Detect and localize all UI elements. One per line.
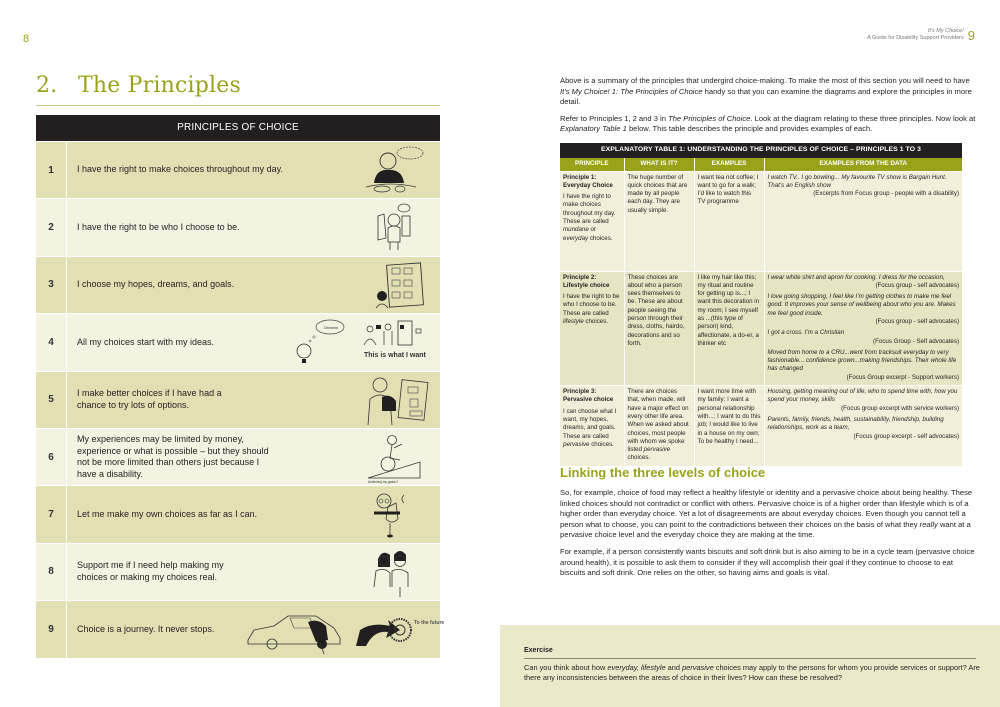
row-number: 1 bbox=[36, 142, 67, 198]
principle-cell: Principle 1: Everyday Choice I have the right to make choices throughout my day. These are called mundane or everyday choices. bbox=[560, 171, 624, 271]
principle-cell: Principle 3: Pervasive choice I can choose what I want, my hopes, dreams, and goals. These are called pervasive choices. bbox=[560, 386, 624, 466]
table-row bbox=[560, 171, 962, 271]
what-cell: The huge number of quick choices that are made by all people each day. They are usually simple. bbox=[624, 171, 694, 271]
row-text: I have the right to make choices throughout my day. bbox=[77, 164, 283, 175]
data-cell: I watch TV.. I go bowling... My favourite TV show is Bargain Hunt. That’s an English show (Excerpts from Focus group - people with a disability) bbox=[764, 171, 962, 271]
page-number-right: 9 bbox=[967, 28, 975, 43]
table-row bbox=[36, 141, 440, 198]
principle-cell: Principle 2: Lifestyle choice I have the right to be who I choose to be. These are called lifestyle choices. bbox=[560, 271, 624, 386]
intro-paragraph-1: Above is a summary of the principles that undergird choice-making. To make the most of this section you will need to have It’s My Choice! 1: The Principles of Choice handy so that you can examine the diagrams and explore the principles in more detail. bbox=[560, 76, 972, 106]
person-dreaming-icon bbox=[292, 317, 432, 369]
column-header-examples: EXAMPLES bbox=[694, 158, 764, 171]
table-row bbox=[560, 386, 962, 466]
table-row bbox=[36, 600, 445, 657]
row-number: 9 bbox=[36, 601, 67, 657]
examples-cell: I want more time with my family; I want a personal relationship with...; I want to do this job; I would like to live in a house on my own; To be healthy I need... bbox=[694, 386, 764, 466]
row-number: 6 bbox=[36, 429, 67, 485]
series-title: It's My Choice! bbox=[927, 28, 964, 34]
examples-cell: I want tea not coffee; I want to go for a walk; I’d like to watch this TV programme bbox=[694, 171, 764, 271]
row-number: 7 bbox=[36, 486, 67, 542]
exercise-divider bbox=[524, 658, 976, 659]
exercise-box bbox=[500, 625, 1000, 707]
row-text: I make better choices if I have had a chance to try lots of options. bbox=[77, 388, 222, 410]
examples-cell: I like my hair like this; my ritual and routine for getting up is...; I want this decoration in my room; I see myself as ...(this type of person) kind, affectionate, a do-er, a thinker etc bbox=[694, 271, 764, 386]
principles-of-choice-table bbox=[36, 115, 445, 658]
table-row bbox=[560, 271, 962, 386]
intro-text bbox=[560, 76, 980, 141]
explanatory-table bbox=[560, 143, 962, 466]
table-row bbox=[36, 198, 440, 255]
column-header-principle: PRINCIPLE bbox=[560, 158, 624, 171]
row-text: I have the right to be who I choose to be. bbox=[77, 221, 240, 232]
exercise-title: Exercise bbox=[524, 647, 553, 654]
row-number: 3 bbox=[36, 257, 67, 313]
future-caption: To the future bbox=[414, 620, 445, 627]
row-text: Support me if I need help making my choices or making my choices real. bbox=[77, 560, 224, 582]
dream-caption: This is what I want bbox=[364, 352, 426, 360]
table-row bbox=[36, 543, 440, 600]
row-text: My experiences may be limited by money, experience or what is possible – but they should not be more limited than others just because I have a disability. bbox=[77, 434, 269, 479]
series-subtitle: A Guide for Disability Support Providers bbox=[867, 35, 964, 41]
person-raising-hand-icon bbox=[360, 489, 432, 541]
person-thinking-at-table-icon bbox=[360, 145, 432, 195]
row-number: 8 bbox=[36, 544, 67, 600]
data-cell: I wear white shirt and apron for cooking. I dress for the occasion, (Focus group - self advocates) I love going shopping, I feel like I’m getting clothes to make me feel good. It improves your sense of wellbeing about who you are. Makes me feel good inside. (Focus group - self advocates) I got a cross. I’m a Christian (Focus Group - Self advocates) Moved from home to a CRU...went from tracksuit everyday to very fashionable... confidence grown...making friendships. Their whole life has changed (Focus Group excerpt - Support workers) bbox=[764, 271, 962, 386]
page-title bbox=[36, 73, 241, 98]
two-people-supporting-icon bbox=[360, 547, 432, 599]
table-header: PRINCIPLES OF CHOICE bbox=[36, 115, 440, 141]
linking-paragraph-2: For example, if a person consistently wants biscuits and soft drink but is also aiming to be in a cycle team (pervasive choice around health), it is possible to ask them to consider if they will accomplish their goal if they continue to choose to eat biscuits and soft drink. One relies on the other, so having aims and goals is vital. bbox=[560, 546, 975, 578]
column-header-data: EXAMPLES FROM THE DATA bbox=[764, 158, 962, 171]
explanatory-table-caption: EXPLANATORY TABLE 1: UNDERSTANDING THE PRINCIPLES OF CHOICE – PRINCIPLES 1 TO 3 bbox=[560, 143, 962, 158]
row-text: I choose my hopes, dreams, and goals. bbox=[77, 279, 235, 290]
table-row bbox=[36, 371, 440, 428]
row-text: All my choices start with my ideas. bbox=[77, 336, 215, 347]
linking-paragraph-1: So, for example, choice of food may reflect a healthy lifestyle or identity and a pervasive choice about being healthy. These linked choices should not contradict or conflict with others. Pervasive choice is of a higher order than lifestyle which is of a higher order than everyday choice. Yet a lot of disagreements are about everyday choices. Even though you cannot tell a person what to choose, you can point to the contradictions between their choices on the basis of what they really want at a pervasive choice level and the everyday choice they are making at the time. bbox=[560, 488, 973, 540]
intro-paragraph-2: Refer to Principles 1, 2 and 3 in The Principles of Choice. Look at the diagram relating to these three principles. Now look at Explanatory Table 1 below. This table describes the principle and provides examples of each. bbox=[560, 113, 976, 133]
row-number: 2 bbox=[36, 199, 67, 255]
section-title-text: The Principles bbox=[78, 73, 241, 98]
column-header-what: WHAT IS IT? bbox=[624, 158, 694, 171]
section-number: 2. bbox=[36, 73, 58, 98]
title-divider bbox=[36, 105, 440, 106]
people-at-options-board-icon bbox=[360, 375, 432, 427]
wheelchair-up-ramp-icon bbox=[360, 432, 432, 484]
table-row bbox=[36, 313, 440, 370]
data-cell: Housing, getting meaning out of life, who to spend time with, how you spend your money, skills (Focus group excerpt with service workers) Parents, family, friends, health, sustainability, friendship, building relationships, work as a team, (Focus group excerpt - self advocates) bbox=[764, 386, 962, 466]
row-number: 4 bbox=[36, 314, 67, 370]
person-choosing-clothes-icon bbox=[360, 202, 432, 252]
table-row bbox=[36, 428, 440, 485]
table-row bbox=[36, 256, 440, 313]
ramp-caption: Achieving my goals !! bbox=[368, 479, 399, 484]
linking-section-body bbox=[560, 488, 980, 585]
row-text: Choice is a journey. It never stops. bbox=[77, 623, 215, 634]
table-row bbox=[36, 485, 440, 542]
exercise-body: Can you think about how everyday, lifestyle and pervasive choices may apply to the persons for whom you provide services or support? Are there any inconsistencies between the areas of choice in their lives? How can these be resolved? bbox=[524, 663, 980, 682]
row-number: 5 bbox=[36, 372, 67, 428]
what-cell: These choices are about who a person sees themselves to be. These are about people seeing the person through their dress, cloths, hairdo, decorations and so forth. bbox=[624, 271, 694, 386]
running-header bbox=[867, 28, 975, 42]
dream-bubble-label: Dreams bbox=[324, 325, 339, 331]
linking-section-title: Linking the three levels of choice bbox=[560, 465, 766, 480]
car-and-arrow-to-future-icon bbox=[244, 604, 445, 656]
page-number-left: 8 bbox=[23, 33, 30, 45]
what-cell: There are choices that, when made, will have a major effect on every other life area. When we asked about choices, most people with whom we spoke listed pervasive choices. bbox=[624, 386, 694, 466]
person-at-vision-board-icon bbox=[360, 260, 432, 310]
row-text: Let me make my own choices as far as I can. bbox=[77, 508, 258, 519]
